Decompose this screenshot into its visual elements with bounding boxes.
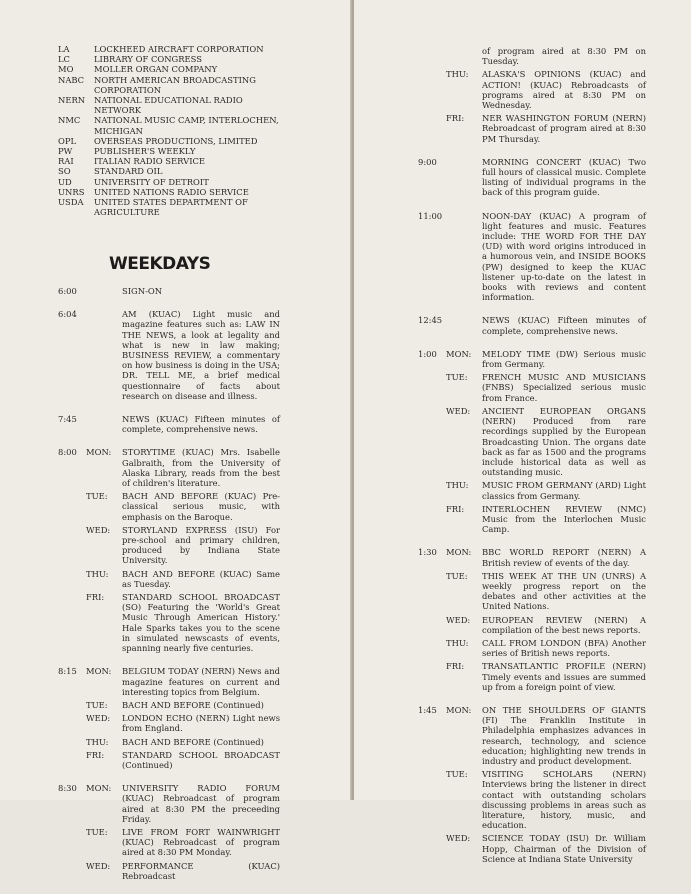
slot-time: 7:45 [58,414,77,425]
program-description: ON THE SHOULDERS OF GIANTS (FI) The Franklin Institute in Philadelphia emphasizes advances in research, technology, and science education; highlighting new trends in industry and product development. [482,704,646,766]
program-description: ANCIENT EUROPEAN ORGANS (NERN) Produced from rare recordings supplied by the European Broadcasting Union. The organs date back as far as 1500 and the programs include historical data as well as outstanding music. [482,405,646,478]
time-slot [58,414,280,437]
slot-time: 6:04 [58,309,77,320]
abbreviation-row [58,115,280,135]
program-description: INTERLOCHEN REVIEW (NMC) Music from the Interlochen Music Camp. [482,503,646,535]
abbreviation-row [58,95,280,115]
abbreviation-name: LIBRARY OF CONGRESS [94,54,202,65]
program-entry [446,480,646,500]
program-description: BBC WORLD REPORT (NERN) A British review of events of the day. [482,547,646,568]
slot-time: 11:00 [418,210,443,221]
program-entry [446,113,646,144]
abbreviation-row [58,156,280,166]
program-description: NEWS (KUAC) Fifteen minutes of complete, comprehensive news. [482,315,646,336]
time-slot [58,447,280,656]
abbreviation-name: LOCKHEED AIRCRAFT CORPORATION [94,44,264,54]
program-description: LONDON ECHO (NERN) Light news from England. [122,713,280,734]
time-slot [58,783,280,884]
slot-programs [86,309,280,404]
abbreviation-name: NORTH AMERICAN BROADCASTING CORPORATION [94,74,256,95]
abbreviation-row [58,197,280,217]
abbreviation-name: ITALIAN RADIO SERVICE [94,156,206,167]
program-entry [86,569,280,589]
program-description: ALASKA'S OPINIONS (KUAC) and ACTION! (KUAC) Rebroadcasts of programs aired at 8:30 PM on Wednesday. [482,69,646,111]
program-day: TUE: [446,372,468,383]
program-entry [86,827,280,858]
program-day: WED: [446,833,471,844]
program-description: STANDARD SCHOOL BROADCAST (SO) Featuring the 'World's Great Music Through American History.' Hale Sparks takes you to the scene in simulated newscasts of events, spanning nearly five centuries. [122,592,280,654]
abbreviation-code: NERN [58,95,86,106]
program-entry [86,666,280,697]
program-description: BACH AND BEFORE (Continued) [122,736,264,747]
program-entry [86,750,280,770]
program-entry [446,615,646,635]
program-description: PERFORMANCE (KUAC) Rebroadcast [122,860,280,881]
abbreviation-code: NMC [58,115,81,126]
program-description: SIGN-ON [122,286,163,296]
program-description: THIS WEEK AT THE UN (UNRS) A weekly progress report on the debates and other activities at the United Nations. [482,570,646,612]
time-slot [418,46,646,147]
program-day: MON: [86,447,112,458]
program-entry [446,661,646,692]
slot-programs [446,157,646,201]
program-entry [86,447,280,488]
abbreviation-name: PUBLISHER'S WEEKLY [94,146,196,157]
program-entry [446,69,646,110]
program-day: MON: [86,783,112,794]
time-slot [418,157,646,201]
program-day: FRI: [446,113,465,124]
slot-programs [446,211,646,306]
program-entry [86,713,280,733]
program-day: MON: [446,348,472,359]
program-day: THU: [446,637,469,648]
time-slot [58,286,280,299]
program-entry [86,414,280,434]
abbreviation-code: LA [58,44,70,54]
program-entry [446,406,646,477]
program-description: BACH AND BEFORE (Continued) [122,699,264,710]
slot-programs [86,286,280,299]
program-entry [446,349,646,369]
program-entry [446,571,646,612]
abbreviation-list [58,44,280,217]
program-day: MON: [86,666,112,677]
abbreviation-row [58,75,280,95]
program-day: WED: [86,524,111,535]
slot-programs [86,666,280,773]
program-day [86,286,122,296]
abbreviation-row [58,146,280,156]
abbreviation-code: SO [58,166,71,177]
program-day: THU: [86,736,109,747]
abbreviation-name: UNITED NATIONS RADIO SERVICE [94,186,249,197]
program-description: LIVE FROM FORT WAINWRIGHT (KUAC) Rebroadcast of program aired at 8:30 PM Monday. [122,826,280,858]
abbreviation-row [58,177,280,187]
slot-programs [86,783,280,884]
time-slot [418,705,646,867]
abbreviation-name: STANDARD OIL [94,166,163,177]
program-description: STORYLAND EXPRESS (ISU) For pre-school and primary children, produced by Indiana State University. [122,524,280,566]
left-schedule [58,286,280,894]
program-entry [446,769,646,830]
program-description: TRANSATLANTIC PROFILE (NERN) Timely events and issues are summed up from a foreign point of view. [482,661,646,692]
abbreviation-name: MOLLER ORGAN COMPANY [94,64,218,75]
section-title: WEEKDAYS [109,254,211,274]
program-entry [446,833,646,864]
program-day: TUE: [446,570,468,581]
program-description: MELODY TIME (DW) Serious music from Germany. [482,348,646,370]
program-entry [86,700,280,710]
program-entry [446,372,646,403]
program-entry [446,315,646,335]
program-description: NOON-DAY (KUAC) A program of light features and music. Features include: THE WORD FOR THE DAY (UD) with word origins introduced in a humorous vein, and INSIDE BOOKS (PW) designed to keep the KUAC listener up-to-date on the latest in books with reviews and content information. [482,210,646,303]
program-entry [86,309,280,401]
program-entry [86,861,280,881]
time-slot [58,666,280,773]
slot-time: 8:30 [58,783,77,794]
time-slot [418,315,646,338]
program-description: BELGIUM TODAY (NERN) News and magazine features on current and interesting topics from Belgium. [122,666,280,697]
slot-programs [446,547,646,695]
abbreviation-row [58,54,280,64]
abbreviation-row [58,166,280,176]
slot-programs [86,447,280,656]
abbreviation-row [58,64,280,74]
slot-time: 1:45 [418,704,437,715]
program-day: THU: [86,568,109,579]
program-day: MON: [446,704,472,715]
program-description: STANDARD SCHOOL BROADCAST (Continued) [122,749,280,770]
slot-time: 8:15 [58,666,77,677]
program-entry [446,547,646,567]
program-day: TUE: [446,769,468,780]
program-description: STORYTIME (KUAC) Mrs. Isabelle Galbraith, from the University of Alaska Library, reads from the best of children's literature. [122,447,280,489]
slot-programs [86,414,280,437]
time-slot [418,349,646,537]
program-day: FRI: [86,592,105,603]
program-day [86,309,122,401]
program-description: MUSIC FROM GERMANY (ARD) Light classics from Germany. [482,480,646,501]
program-day: WED: [446,614,471,625]
program-day [446,46,482,66]
program-entry [86,783,280,824]
slot-programs [446,315,646,338]
slot-time: 1:30 [418,547,437,558]
program-entry [446,46,646,66]
program-description: of program aired at 8:30 PM on Tuesday. [482,46,646,67]
program-entry [446,211,646,303]
program-day: WED: [86,713,111,724]
program-day: FRI: [86,749,105,760]
abbreviation-code: PW [58,146,73,157]
program-description: EUROPEAN REVIEW (NERN) A compilation of the best news reports. [482,614,646,635]
program-entry [446,157,646,198]
abbreviation-code: USDA [58,197,84,208]
program-entry [86,286,280,296]
program-day [86,414,122,434]
right-schedule [418,46,646,877]
program-description: SCIENCE TODAY (ISU) Dr. William Hopp, Chairman of the Division of Science at Indiana State University [482,833,646,864]
program-entry [446,638,646,658]
program-day [446,157,482,198]
abbreviation-code: UNRS [58,186,85,197]
program-description: FRENCH MUSIC AND MUSICIANS (FNBS) Specialized serious music from France. [482,372,646,403]
slot-time [418,46,446,147]
abbreviation-code: MO [58,64,74,75]
abbreviation-name: UNITED STATES DEPARTMENT OF AGRICULTURE [94,197,248,218]
abbreviation-name: OVERSEAS PRODUCTIONS, LIMITED [94,135,258,146]
time-slot [418,211,646,306]
program-day [446,211,482,303]
slot-time: 1:00 [418,348,437,359]
program-day: THU: [446,69,469,80]
program-day: FRI: [446,503,465,514]
program-entry [86,737,280,747]
abbreviation-row [58,44,280,54]
program-entry [86,491,280,522]
program-day [446,315,482,335]
right-page [354,0,691,864]
program-day: WED: [446,405,471,416]
program-entry [446,705,646,766]
program-day: THU: [446,480,469,491]
time-slot [418,547,646,695]
program-description: AM (KUAC) Light music and magazine features such as: LAW IN THE NEWS, a look at legality and what is new in law making; BUSINESS REVIEW, a commentary on how business is doing in the USA; DR. TELL ME, a brief medical questionnaire of facts about research on disease and illness. [122,309,280,401]
slot-time: 12:45 [418,315,443,326]
program-description: CALL FROM LONDON (BFA) Another series of British news reports. [482,637,646,659]
program-description: MORNING CONCERT (KUAC) Two full hours of classical music. Complete listing of individual programs in the back of this program guide. [482,156,646,198]
abbreviation-name: NATIONAL MUSIC CAMP, INTERLOCHEN, MICHIGAN [94,115,279,136]
abbreviation-name: UNIVERSITY OF DETROIT [94,176,209,187]
slot-programs [446,705,646,867]
abbreviation-code: RAI [58,156,74,167]
slot-time: 8:00 [58,447,77,458]
slot-time: 6:00 [58,286,77,296]
program-day: MON: [446,547,472,558]
program-description: BACH AND BEFORE (KUAC) Same as Tuesday. [122,568,280,589]
slot-programs [446,46,646,147]
program-description: NER WASHINGTON FORUM (NERN) Rebroadcast of program aired at 8:30 PM Thursday. [482,113,646,144]
program-description: UNIVERSITY RADIO FORUM (KUAC) Rebroadcast of program aired at 8:30 PM the preceeding Friday. [122,783,280,824]
abbreviation-code: UD [58,176,72,187]
abbreviation-name: NATIONAL EDUCATIONAL RADIO NETWORK [94,95,243,116]
abbreviation-row [58,136,280,146]
program-day: TUE: [86,491,108,502]
program-entry [86,592,280,653]
program-day: WED: [86,860,111,871]
slot-programs [446,349,646,537]
abbreviation-code: LC [58,54,70,65]
abbreviation-code: NABC [58,74,85,85]
program-description: NEWS (KUAC) Fifteen minutes of complete, comprehensive news. [122,414,280,435]
abbreviation-row [58,187,280,197]
program-day: TUE: [86,826,108,837]
abbreviation-code: OPL [58,135,77,146]
program-entry [446,504,646,535]
program-entry [86,525,280,566]
time-slot [58,309,280,404]
slot-time: 9:00 [418,156,437,167]
program-day: FRI: [446,661,465,672]
program-description: BACH AND BEFORE (KUAC) Pre-classical serious music, with emphasis on the Baroque. [122,491,280,522]
program-description: VISITING SCHOLARS (NERN) Interviews bring the listener in direct contact with outstanding scholars discussing problems in areas such as literature, history, music, and education. [482,769,646,831]
program-day: TUE: [86,699,108,710]
